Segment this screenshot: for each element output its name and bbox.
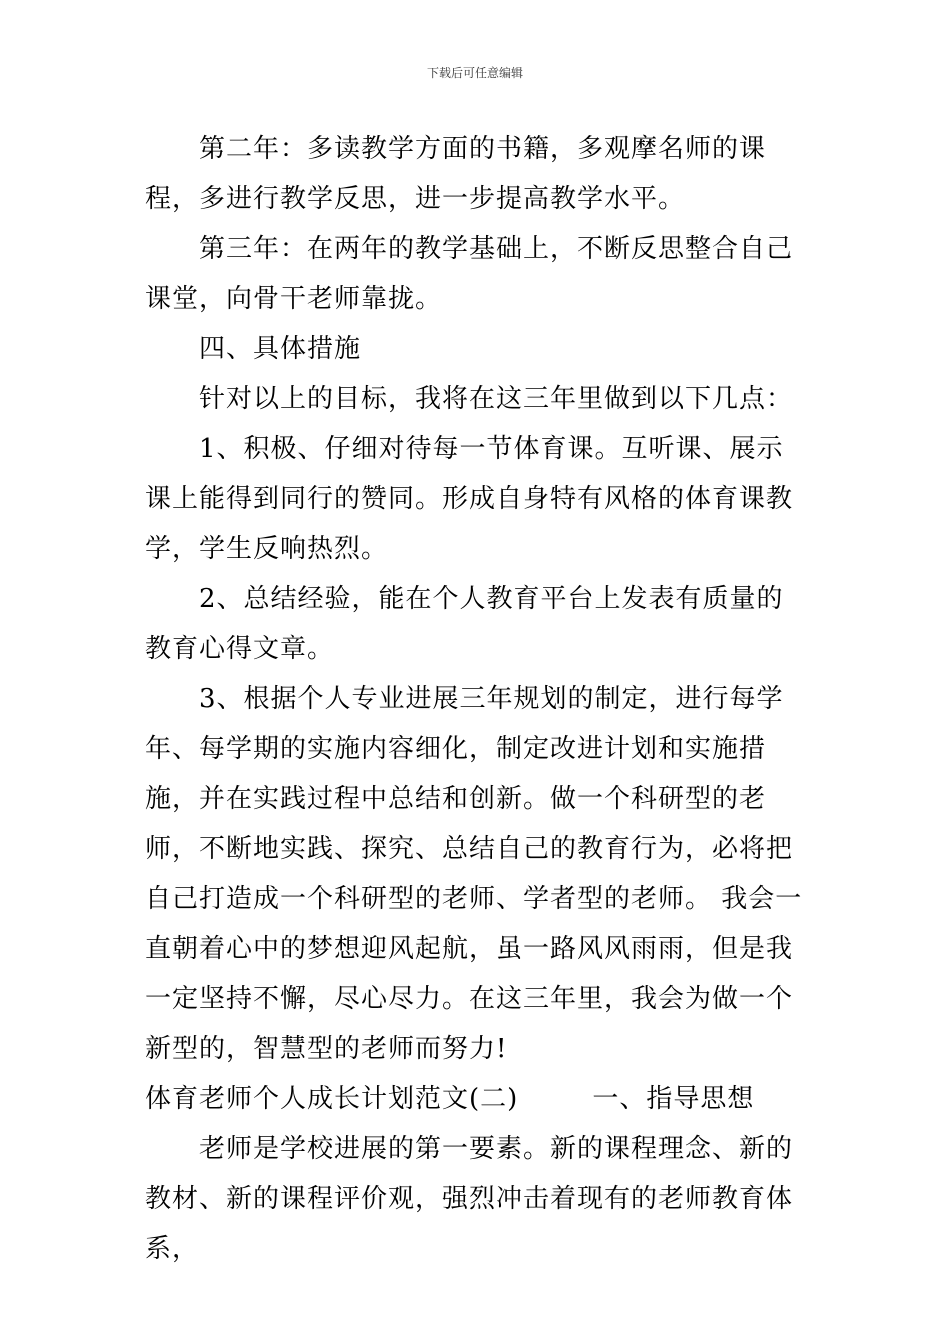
paragraph-point-1: 1、积极、仔细对待每一节体育课。互听课、展示课上能得到同行的赞同。形成自身特有风格的体育课教学，学生反响热烈。 <box>145 434 794 564</box>
paragraph-point-2: 2、总结经验，能在个人教育平台上发表有质量的教育心得文章。 <box>145 584 784 664</box>
paragraph-point-3: 3、根据个人专业进展三年规划的制定，进行每学年、每学期的实施内容细化，制定改进计划和实施措施，并在实践过程中总结和创新。做一个科研型的老师，不断地实践、探究、总结自己的教育行为，必将把自己打造成一个科研型的老师、学者型的老师。 我会一直朝着心中的梦想迎风起航，虽一路风风雨雨，但是我一定坚持不懈，尽心尽力。在这三年里，我会为做一个新型的，智慧型的老师而努力! <box>145 684 803 1064</box>
page-header: 下载后可任意编辑 <box>426 66 523 80</box>
section-title: 体育老师个人成长计划范文(二) <box>145 1084 519 1114</box>
section-subtitle: 一、指导思想 <box>592 1084 755 1114</box>
paragraph-second-year: 第二年：多读教学方面的书籍，多观摩名师的课程，多进行教学反思，进一步提高教学水平。 <box>145 134 767 214</box>
title-gap <box>518 1084 592 1114</box>
paragraph-teacher-importance: 老师是学校进展的第一要素。新的课程理念、新的教材、新的课程评价观，强烈冲击着现有的老师教育体系， <box>145 1134 794 1264</box>
paragraph-third-year: 第三年：在两年的教学基础上，不断反思整合自己课堂，向骨干老师靠拢。 <box>145 234 794 314</box>
paragraph-goals-intro: 针对以上的目标，我将在这三年里做到以下几点： <box>199 384 794 414</box>
heading-measures: 四、具体措施 <box>199 334 362 364</box>
document-body <box>145 124 810 1274</box>
section-title-line <box>145 1074 810 1124</box>
